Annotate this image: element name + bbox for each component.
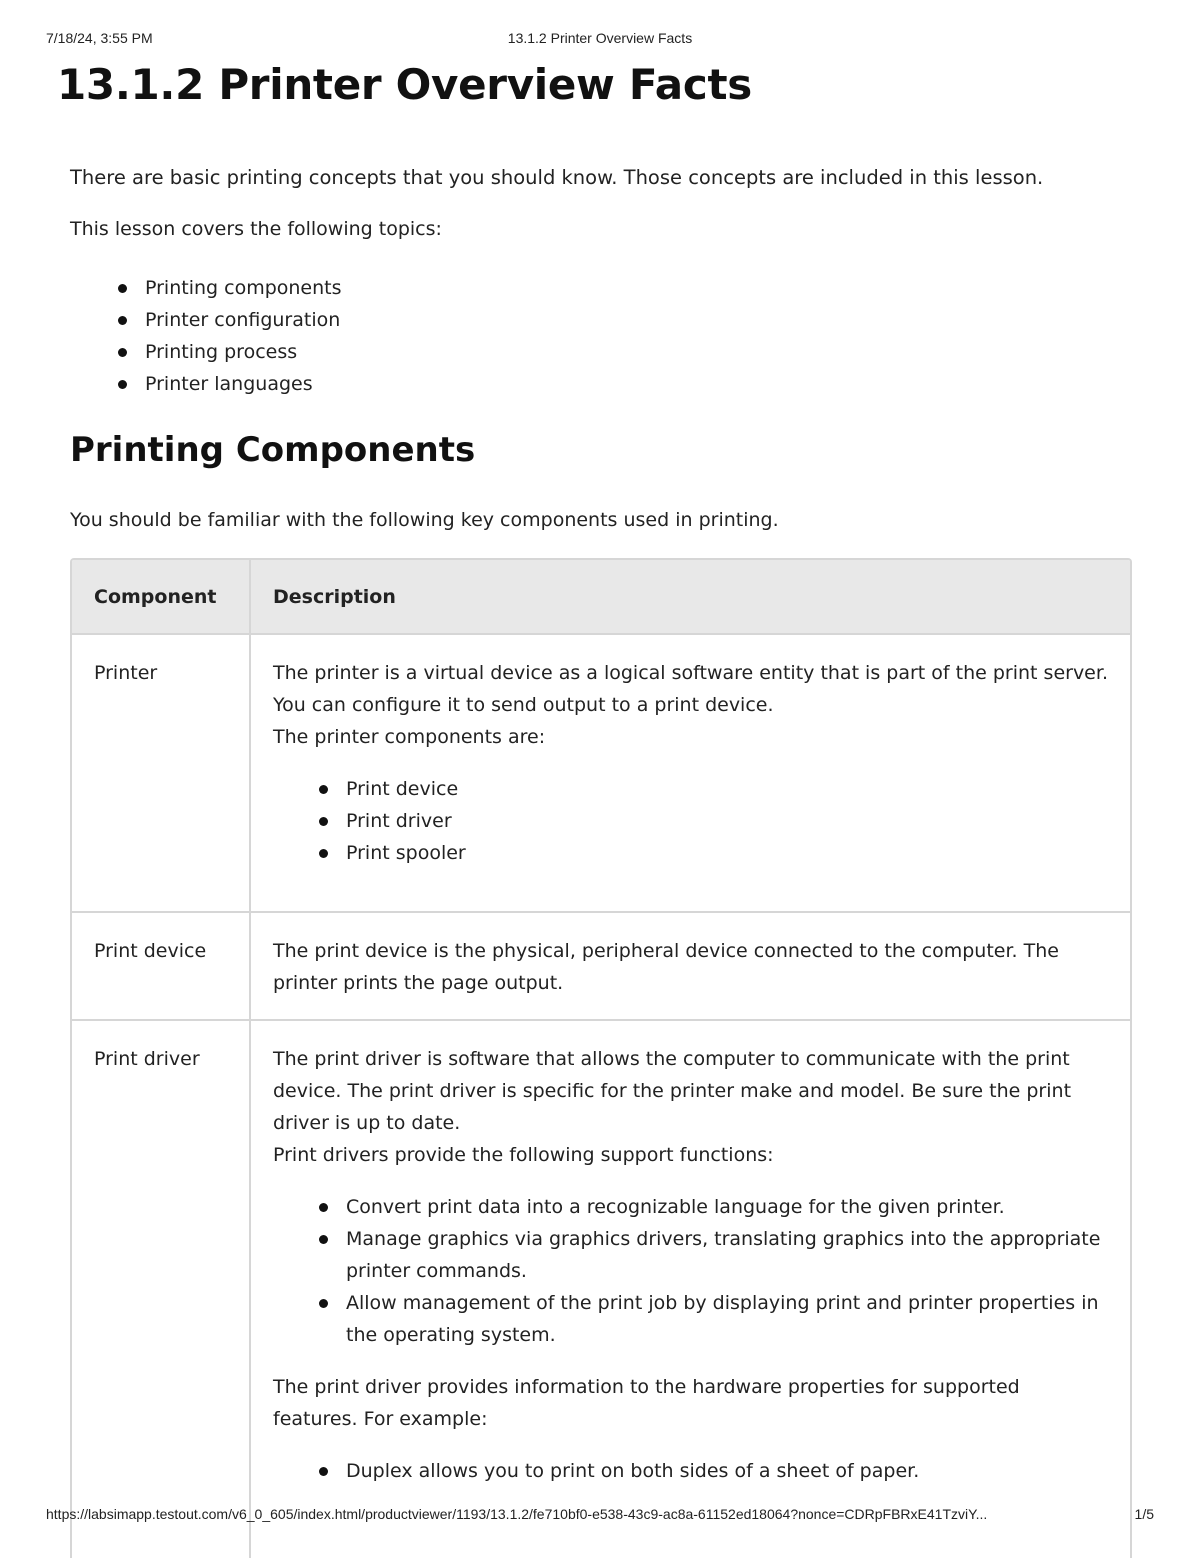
print-footer	[46, 1506, 1154, 1526]
driver-features-list	[273, 1455, 1108, 1487]
section-heading: Printing Components	[70, 430, 476, 470]
column-header-component: Component	[72, 560, 250, 634]
print-header	[46, 30, 1154, 50]
print-date: 7/18/24, 3:55 PM	[46, 30, 153, 46]
section-intro: You should be familiar with the following key components used in printing.	[70, 509, 779, 531]
description-cell	[250, 912, 1130, 1020]
list-item: Print spooler	[346, 837, 1108, 869]
list-item: Printer configuration	[145, 304, 342, 336]
description-text: The print driver is software that allows the computer to communicate with the print device. The print driver is specific for the printer make and model. Be sure the print driver is up to date.	[273, 1048, 1072, 1134]
component-cell: Print device	[72, 912, 250, 1020]
components-table	[70, 558, 1132, 1558]
page-title: 13.1.2 Printer Overview Facts	[57, 60, 752, 109]
description-text: The print driver provides information to the hardware properties for supported features. For example:	[273, 1376, 1020, 1430]
description-subheading: Print drivers provide the following support functions:	[273, 1144, 774, 1166]
table-header-row	[72, 560, 1130, 634]
table-row	[72, 912, 1130, 1020]
topics-list	[70, 272, 342, 400]
intro-paragraph: There are basic printing concepts that you should know. Those concepts are included in this lesson.	[70, 166, 1044, 189]
list-item: Allow management of the print job by displaying print and printer properties in the operating system.	[346, 1287, 1108, 1351]
column-header-description: Description	[250, 560, 1130, 634]
table-row	[72, 1020, 1130, 1558]
list-item: Printing process	[145, 336, 342, 368]
description-text: The printer is a virtual device as a logical software entity that is part of the print server. You can configure it to send output to a print device.	[273, 662, 1108, 716]
list-item: Print driver	[346, 805, 1108, 837]
print-url: https://labsimapp.testout.com/v6_0_605/index.html/productviewer/1193/13.1.2/fe710bf0-e538-43c9-ac8a-61152ed18064?nonce=CDRpFBRxE41TzviY...	[46, 1506, 988, 1522]
list-item: Printer languages	[145, 368, 342, 400]
component-cell: Print driver	[72, 1020, 250, 1558]
list-item: Convert print data into a recognizable language for the given printer.	[346, 1191, 1108, 1223]
list-item: Print device	[346, 773, 1108, 805]
table-row	[72, 634, 1130, 912]
page-number: 1/5	[1134, 1506, 1154, 1522]
component-cell: Printer	[72, 634, 250, 912]
description-cell	[250, 1020, 1130, 1558]
topics-intro: This lesson covers the following topics:	[70, 218, 442, 240]
description-text: The print device is the physical, peripheral device connected to the computer. The printer prints the page output.	[273, 940, 1059, 994]
list-item: Manage graphics via graphics drivers, translating graphics into the appropriate printer commands.	[346, 1223, 1108, 1287]
list-item: Printing components	[145, 272, 342, 304]
list-item: Duplex allows you to print on both sides of a sheet of paper.	[346, 1455, 1108, 1487]
print-doc-title: 13.1.2 Printer Overview Facts	[507, 30, 693, 46]
driver-functions-list	[273, 1191, 1108, 1351]
description-subheading: The printer components are:	[273, 726, 546, 748]
printer-components-list	[273, 773, 1108, 869]
description-cell	[250, 634, 1130, 912]
